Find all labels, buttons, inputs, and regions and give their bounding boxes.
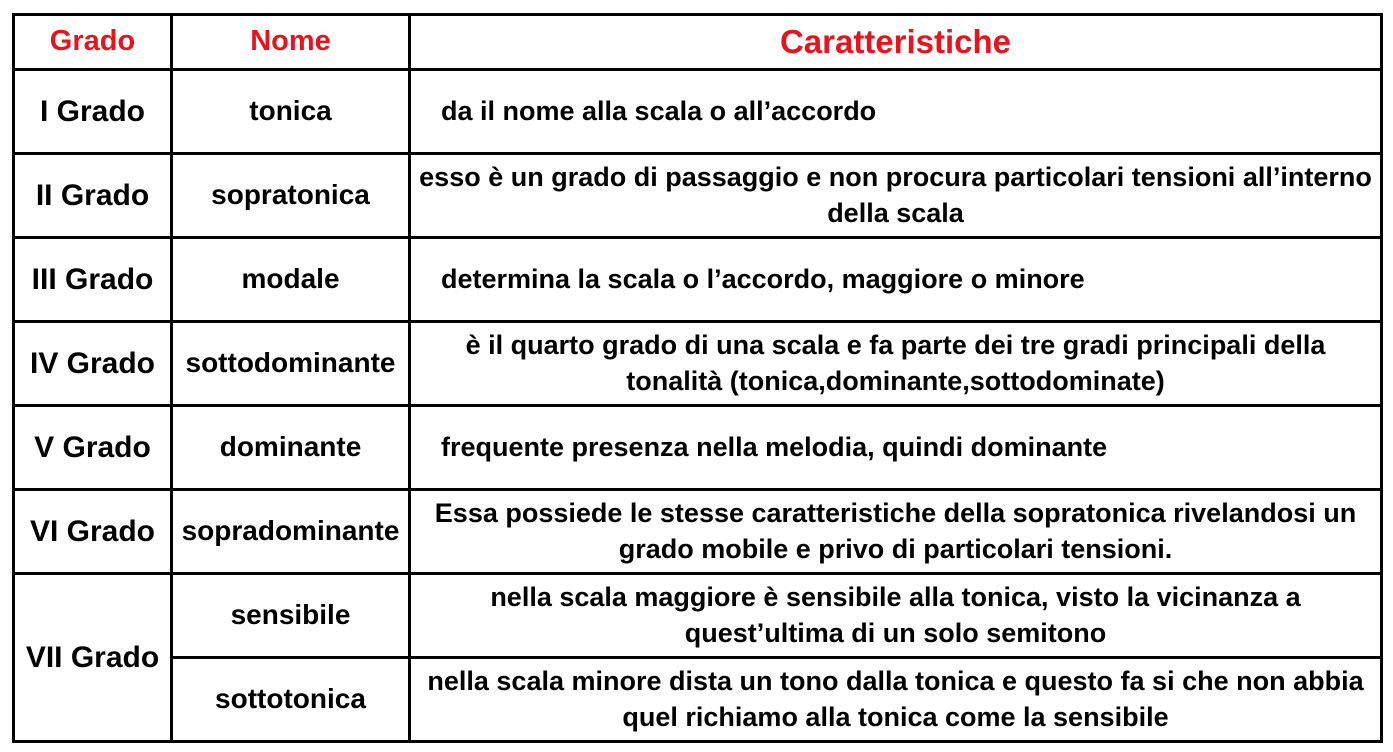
caratteristiche-cell: nella scala minore dista un tono dalla tonica e questo fa si che non abbia quel richiamo alla tonica come la sensibile [410, 658, 1382, 742]
caratteristiche-cell: esso è un grado di passaggio e non procura particolari tensioni all’interno della scala [410, 154, 1382, 238]
table-row [14, 70, 1382, 154]
grado-cell: VI Grado [14, 490, 172, 574]
header-grado: Grado [14, 15, 172, 70]
table-row [14, 238, 1382, 322]
nome-cell: dominante [172, 406, 410, 490]
caratteristiche-cell: determina la scala o l’accordo, maggiore o minore [410, 238, 1382, 322]
header-row [14, 15, 1382, 70]
grado-cell: V Grado [14, 406, 172, 490]
grado-cell: I Grado [14, 70, 172, 154]
header-caratteristiche: Caratteristiche [410, 15, 1382, 70]
nome-cell: sottodominante [172, 322, 410, 406]
nome-cell: sensibile [172, 574, 410, 658]
nome-cell: tonica [172, 70, 410, 154]
table-row [14, 574, 1382, 658]
table-row [14, 154, 1382, 238]
table-row [14, 658, 1382, 742]
grado-cell: VII Grado [14, 574, 172, 742]
gradi-table [12, 13, 1383, 743]
nome-cell: sopratonica [172, 154, 410, 238]
grado-cell: III Grado [14, 238, 172, 322]
table-row [14, 490, 1382, 574]
table-row [14, 322, 1382, 406]
caratteristiche-cell: nella scala maggiore è sensibile alla tonica, visto la vicinanza a quest’ultima di un solo semitono [410, 574, 1382, 658]
header-nome: Nome [172, 15, 410, 70]
nome-cell: sopradominante [172, 490, 410, 574]
grado-cell: IV Grado [14, 322, 172, 406]
caratteristiche-cell: da il nome alla scala o all’accordo [410, 70, 1382, 154]
caratteristiche-cell: è il quarto grado di una scala e fa parte dei tre gradi principali della tonalità (tonica,dominante,sottodominate) [410, 322, 1382, 406]
caratteristiche-cell: frequente presenza nella melodia, quindi dominante [410, 406, 1382, 490]
grado-cell: II Grado [14, 154, 172, 238]
nome-cell: sottotonica [172, 658, 410, 742]
nome-cell: modale [172, 238, 410, 322]
caratteristiche-cell: Essa possiede le stesse caratteristiche della sopratonica rivelandosi un grado mobile e privo di particolari tensioni. [410, 490, 1382, 574]
table-row [14, 406, 1382, 490]
